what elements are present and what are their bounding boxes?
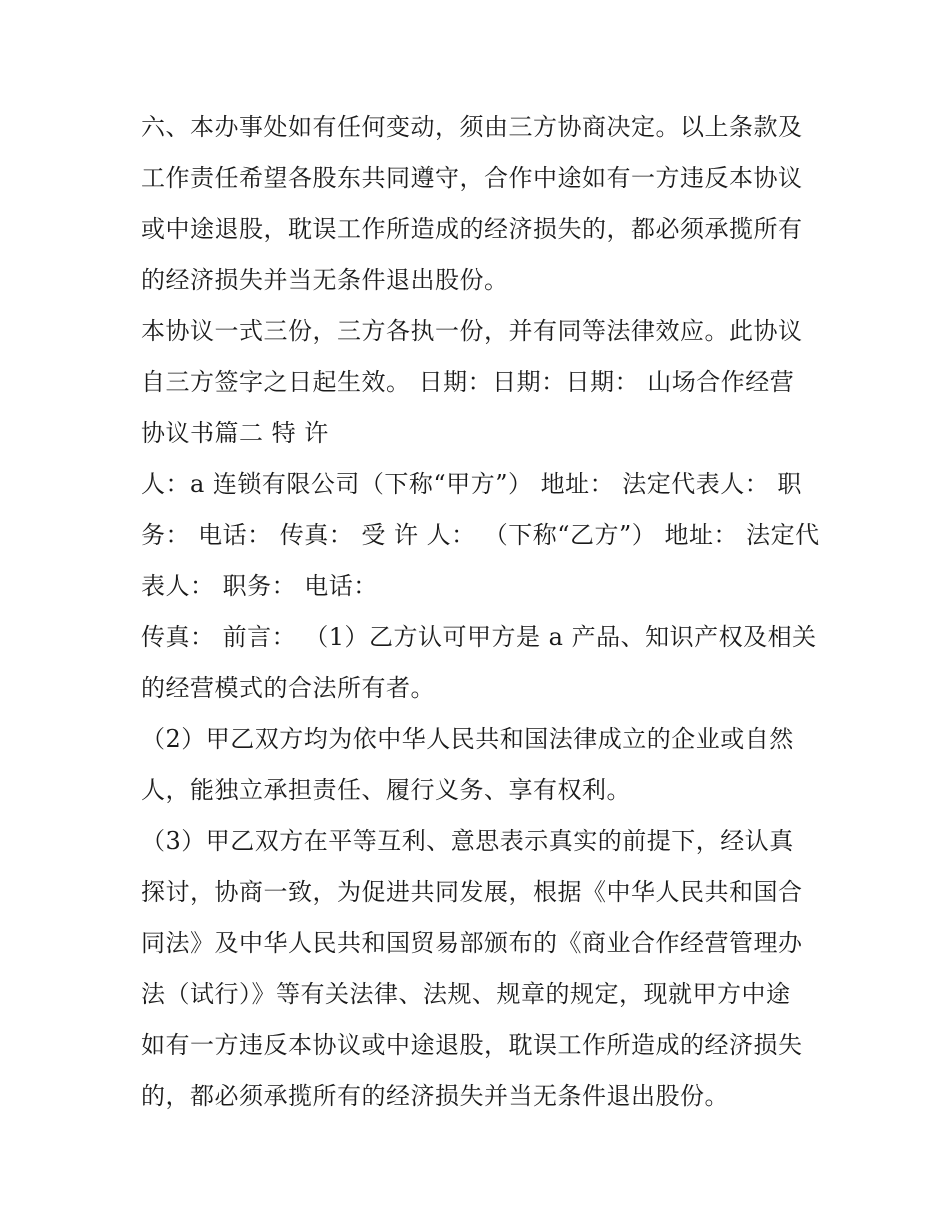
text-line: 自三方签字之日起生效。 日期：日期：日期： 山场合作经营 xyxy=(141,368,795,396)
text-line: 务： 电话： 传真： 受 许 人： （下称“乙方”） 地址： 法定代 xyxy=(141,521,820,549)
text-line: 传真： 前言： （1）乙方认可甲方是 a 产品、知识产权及相关 xyxy=(141,623,817,651)
text-line: 人：a 连锁有限公司（下称“甲方”） 地址： 法定代表人： 职 xyxy=(141,470,802,498)
text-line: 的经济损失并当无条件退出股份。 xyxy=(141,266,509,294)
text-line: 人，能独立承担责任、履行义务、享有权利。 xyxy=(141,776,631,804)
text-line: 法（试行）》等有关法律、法规、规章的规定，现就甲方中途 xyxy=(141,980,791,1008)
text-line: （3）甲乙双方在平等互利、意思表示真实的前提下，经认真 xyxy=(141,827,794,855)
text-line: 本协议一式三份，三方各执一份，并有同等法律效应。此协议 xyxy=(141,317,803,345)
text-line: 如有一方违反本协议或中途退股，耽误工作所造成的经济损失 xyxy=(141,1031,803,1059)
text-line: 探讨，协商一致，为促进共同发展，根据《中华人民共和国合 xyxy=(141,878,803,906)
text-line: 的经营模式的合法所有者。 xyxy=(141,674,435,702)
text-line: 的，都必须承揽所有的经济损失并当无条件退出股份。 xyxy=(141,1082,729,1110)
text-line: 工作责任希望各股东共同遵守，合作中途如有一方违反本协议 xyxy=(141,164,803,192)
text-line: 表人： 职务： 电话： xyxy=(141,572,378,600)
text-line: 六、本办事处如有任何变动，须由三方协商决定。以上条款及 xyxy=(141,113,803,141)
text-line: 或中途退股，耽误工作所造成的经济损失的，都必须承揽所有 xyxy=(141,215,803,243)
text-line: 协议书篇二 特 许 xyxy=(141,419,329,447)
text-line: （2）甲乙双方均为依中华人民共和国法律成立的企业或自然 xyxy=(141,725,794,753)
text-line: 同法》及中华人民共和国贸易部颁布的《商业合作经营管理办 xyxy=(141,929,803,957)
